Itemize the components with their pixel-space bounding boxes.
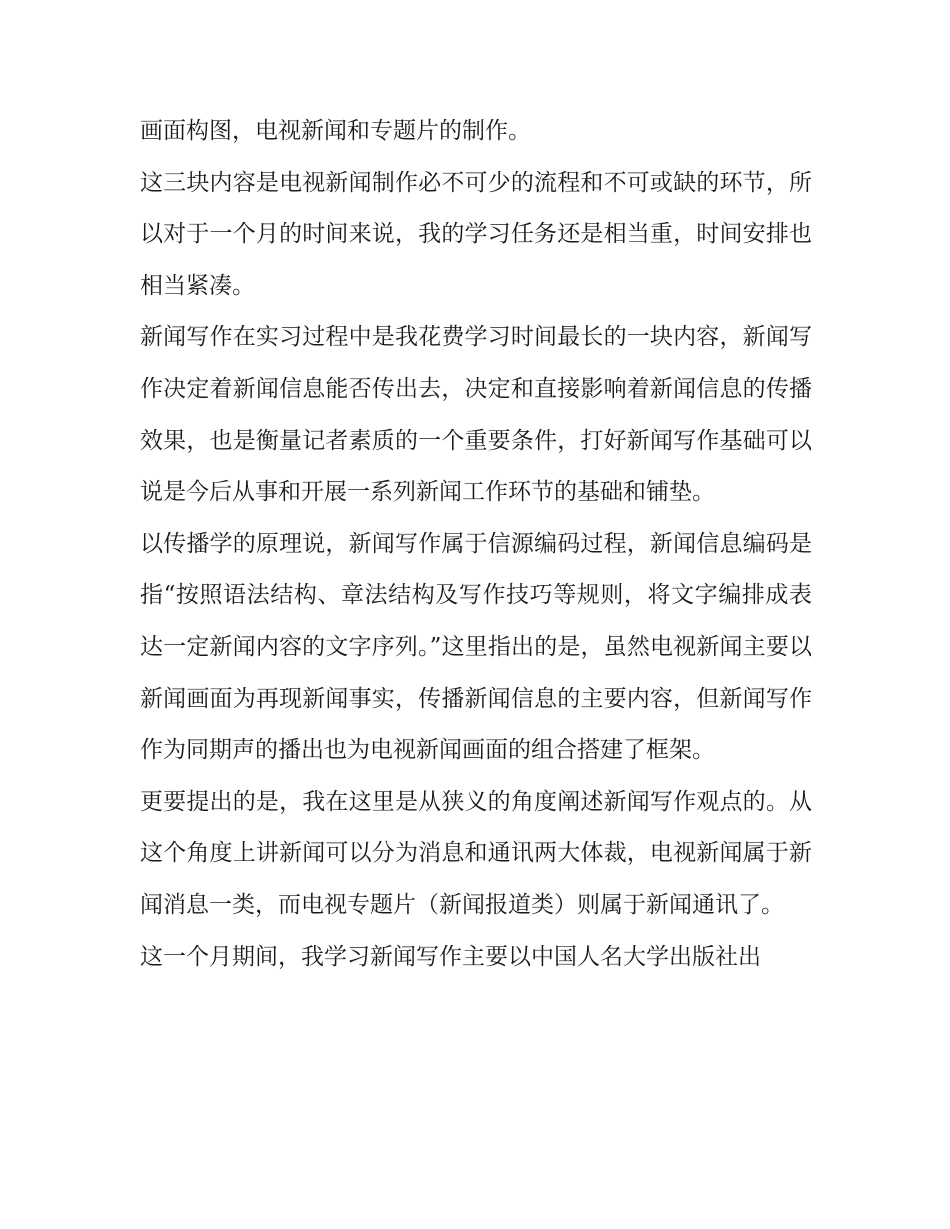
paragraph-narrow-perspective: 更要提出的是，我在这里是从狭义的角度阐述新闻写作观点的。从这个角度上讲新闻可以分为消息和通讯两大体裁，电视新闻属于新闻消息一类，而电视专题片（新闻报道类）则属于新闻通讯了。 — [140, 788, 812, 918]
paragraph-communication-theory: 以传播学的原理说，新闻写作属于信源编码过程，新闻信息编码是指“按照语法结构、章法结构及写作技巧等规则，将文字编排成表达一定新闻内容的文字序列。”这里指出的是，虽然电视新闻主要以新闻画面为再现新闻事实，传播新闻信息的主要内容，但新闻写作作为同期声的播出也为电视新闻画面的组合搭建了框架。 — [140, 530, 812, 764]
paragraph-production-workflow: 这三块内容是电视新闻制作必不可少的流程和不可或缺的环节，所以对于一个月的时间来说，我的学习任务还是相当重，时间安排也相当紧凑。 — [140, 169, 812, 299]
document-body — [140, 106, 812, 983]
paragraph-layout-continuation: 画面构图，电视新闻和专题片的制作。 — [140, 118, 531, 144]
paragraph-news-writing-importance: 新闻写作在实习过程中是我花费学习时间最长的一块内容，新闻写作决定着新闻信息能否传出去，决定和直接影响着新闻信息的传播效果，也是衡量记者素质的一个重要条件，打好新闻写作基础可以说是今后从事和开展一系列新闻工作环节的基础和铺垫。 — [140, 324, 812, 506]
paragraph-study-materials: 这一个月期间，我学习新闻写作主要以中国人名大学出版社出 — [140, 943, 761, 970]
